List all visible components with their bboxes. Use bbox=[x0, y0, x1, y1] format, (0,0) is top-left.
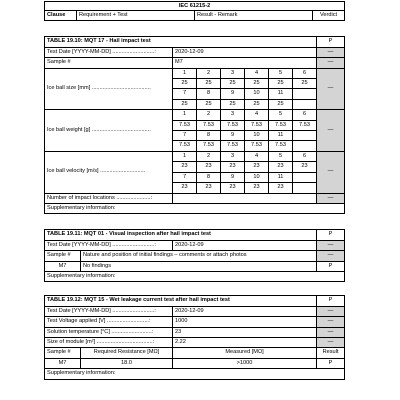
dash-cell: — bbox=[317, 306, 345, 316]
impact-locations-label: Number of impact locations ......................: bbox=[45, 193, 173, 203]
supplementary-info: Supplementary information: bbox=[45, 369, 345, 379]
test-date-value: 2020-12-09 bbox=[173, 306, 317, 316]
grid-cell: 23 bbox=[293, 162, 317, 172]
verdict-header: Verdict bbox=[313, 11, 345, 21]
grid-cell: 25 bbox=[293, 79, 317, 89]
grid-cell: 25 bbox=[221, 79, 245, 89]
grid-cell: 5 bbox=[269, 110, 293, 120]
grid-cell: 7 bbox=[173, 131, 197, 141]
grid-cell bbox=[293, 99, 317, 109]
dash-cell: — bbox=[317, 317, 345, 327]
result-header: Result bbox=[317, 348, 345, 358]
grid-cell: 7 bbox=[173, 89, 197, 99]
grid-cell: 23 bbox=[221, 183, 245, 193]
grid-cell: 25 bbox=[221, 99, 245, 109]
findings-header: Nature and position of initial findings – comments or attach photos bbox=[81, 251, 317, 261]
ice-size-label: Ice ball size [mm] ...................................... bbox=[45, 68, 173, 110]
grid-cell: 25 bbox=[197, 99, 221, 109]
grid-cell: 3 bbox=[221, 68, 245, 78]
clause-header: Clause bbox=[45, 11, 77, 21]
test-date-value: 2020-12-09 bbox=[173, 47, 317, 57]
dash-cell: — bbox=[317, 110, 345, 152]
grid-cell: 7.53 bbox=[245, 120, 269, 130]
grid-cell: 11 bbox=[269, 131, 293, 141]
grid-cell: 23 bbox=[245, 162, 269, 172]
table-visual-inspection bbox=[44, 229, 345, 282]
grid-cell: 3 bbox=[221, 110, 245, 120]
grid-cell: 4 bbox=[245, 151, 269, 161]
verdict-cell: P bbox=[317, 230, 345, 240]
test-date-value: 2020-12-09 bbox=[173, 240, 317, 250]
sample-value: M7 bbox=[45, 358, 81, 368]
supplementary-info: Supplementary information: bbox=[45, 271, 345, 281]
verdict-cell: P bbox=[317, 37, 345, 47]
grid-cell: 1 bbox=[173, 151, 197, 161]
requirement-header: Requirement + Test bbox=[77, 11, 195, 21]
supplementary-info: Supplementary information: bbox=[45, 203, 345, 213]
dash-cell: — bbox=[317, 47, 345, 57]
grid-cell: 10 bbox=[245, 89, 269, 99]
sample-label: Sample # bbox=[45, 251, 81, 261]
grid-cell: 8 bbox=[197, 131, 221, 141]
measured-header: Measured [MΩ] bbox=[173, 348, 317, 358]
grid-cell: 25 bbox=[173, 99, 197, 109]
table-hail-impact bbox=[44, 36, 345, 214]
required-resistance-value: 18.0 bbox=[81, 358, 173, 368]
grid-cell: 8 bbox=[197, 172, 221, 182]
dash-cell: — bbox=[317, 251, 345, 261]
test-date-label: Test Date [YYYY-MM-DD] ...........................: bbox=[45, 306, 173, 316]
grid-cell bbox=[293, 131, 317, 141]
result-header: Result - Remark bbox=[195, 11, 313, 21]
grid-cell: 9 bbox=[221, 131, 245, 141]
test-date-label: Test Date [YYYY-MM-DD] ...........................: bbox=[45, 47, 173, 57]
grid-cell: 5 bbox=[269, 151, 293, 161]
dash-cell: — bbox=[317, 327, 345, 337]
grid-cell: 7.53 bbox=[269, 120, 293, 130]
grid-cell: 7.53 bbox=[173, 120, 197, 130]
voltage-value: 1000 bbox=[173, 317, 317, 327]
grid-cell: 23 bbox=[245, 183, 269, 193]
grid-cell: 10 bbox=[245, 131, 269, 141]
grid-cell: 23 bbox=[197, 183, 221, 193]
grid-cell: 1 bbox=[173, 68, 197, 78]
grid-cell: 23 bbox=[269, 162, 293, 172]
grid-cell: 7.53 bbox=[221, 120, 245, 130]
grid-cell: 23 bbox=[221, 162, 245, 172]
table-title: TABLE 19.11: MQT 01 - Visual inspection after hail impact test bbox=[45, 230, 317, 240]
required-resistance-header: Required Resistance [MΩ] bbox=[81, 348, 173, 358]
dash-cell: — bbox=[317, 193, 345, 203]
ice-weight-label: Ice ball weight [g] ...................................... bbox=[45, 110, 173, 152]
result-value: P bbox=[317, 358, 345, 368]
grid-cell: 23 bbox=[269, 183, 293, 193]
grid-cell: 25 bbox=[269, 99, 293, 109]
grid-cell: 25 bbox=[173, 79, 197, 89]
grid-cell: 6 bbox=[293, 151, 317, 161]
voltage-label: Test Voltage applied [V] ...........................: bbox=[45, 317, 173, 327]
table-title: TABLE 19.12: MQT 15 - Wet leakage current test after hail impact test bbox=[45, 296, 317, 306]
grid-cell: 2 bbox=[197, 110, 221, 120]
grid-cell bbox=[293, 172, 317, 182]
grid-cell: 4 bbox=[245, 68, 269, 78]
ice-velocity-label: Ice ball velocity [m/s] ............................. bbox=[45, 151, 173, 193]
grid-cell: 7.53 bbox=[197, 141, 221, 151]
verdict-cell: P bbox=[317, 261, 345, 271]
grid-cell: 11 bbox=[269, 172, 293, 182]
dash-cell: — bbox=[317, 240, 345, 250]
grid-cell: 2 bbox=[197, 68, 221, 78]
grid-cell: 7.53 bbox=[293, 120, 317, 130]
grid-cell: 7.53 bbox=[197, 120, 221, 130]
grid-cell: 9 bbox=[221, 89, 245, 99]
grid-cell: 7.53 bbox=[269, 141, 293, 151]
grid-cell: 3 bbox=[221, 151, 245, 161]
report-page bbox=[44, 0, 344, 380]
grid-cell: 23 bbox=[173, 183, 197, 193]
grid-cell: 7.53 bbox=[173, 141, 197, 151]
verdict-cell: P bbox=[317, 296, 345, 306]
grid-cell: 4 bbox=[245, 110, 269, 120]
dash-cell: — bbox=[317, 58, 345, 68]
dash-cell: — bbox=[317, 151, 345, 193]
grid-cell: 25 bbox=[197, 79, 221, 89]
grid-cell bbox=[293, 89, 317, 99]
grid-cell: 10 bbox=[245, 172, 269, 182]
report-header bbox=[44, 1, 345, 21]
grid-cell: 5 bbox=[269, 68, 293, 78]
sample-label: Sample # bbox=[45, 348, 81, 358]
dash-cell: — bbox=[317, 337, 345, 347]
measured-value: >1000 bbox=[173, 358, 317, 368]
module-size-label: Size of module [m²] ....................................: bbox=[45, 337, 173, 347]
grid-cell: 25 bbox=[245, 99, 269, 109]
module-size-value: 2.22 bbox=[173, 337, 317, 347]
grid-cell: 7 bbox=[173, 172, 197, 182]
sample-label: Sample # bbox=[45, 58, 173, 68]
temperature-label: Solution temperature [°C] ..........................: bbox=[45, 327, 173, 337]
sample-value: M7 bbox=[45, 261, 81, 271]
table-title: TABLE 19.10: MQT 17 - Hail impact test bbox=[45, 37, 317, 47]
grid-cell: 25 bbox=[245, 79, 269, 89]
grid-cell: 7.53 bbox=[221, 141, 245, 151]
grid-cell: 2 bbox=[197, 151, 221, 161]
grid-cell: 6 bbox=[293, 110, 317, 120]
grid-cell: 25 bbox=[269, 79, 293, 89]
grid-cell: 11 bbox=[269, 89, 293, 99]
grid-cell: 1 bbox=[173, 110, 197, 120]
grid-cell: 23 bbox=[197, 162, 221, 172]
grid-cell bbox=[293, 141, 317, 151]
sample-value: M7 bbox=[173, 58, 317, 68]
impact-locations-value bbox=[173, 193, 317, 203]
findings-value: No findings bbox=[81, 261, 317, 271]
grid-cell: 7.53 bbox=[245, 141, 269, 151]
temperature-value: 23 bbox=[173, 327, 317, 337]
dash-cell: — bbox=[317, 68, 345, 110]
grid-cell: 8 bbox=[197, 89, 221, 99]
grid-cell: 9 bbox=[221, 172, 245, 182]
standard-title: IEC 61215-2 bbox=[45, 2, 345, 11]
grid-cell: 23 bbox=[173, 162, 197, 172]
table-wet-leakage bbox=[44, 295, 345, 379]
grid-cell bbox=[293, 183, 317, 193]
grid-cell: 6 bbox=[293, 68, 317, 78]
test-date-label: Test Date [YYYY-MM-DD] ...........................: bbox=[45, 240, 173, 250]
